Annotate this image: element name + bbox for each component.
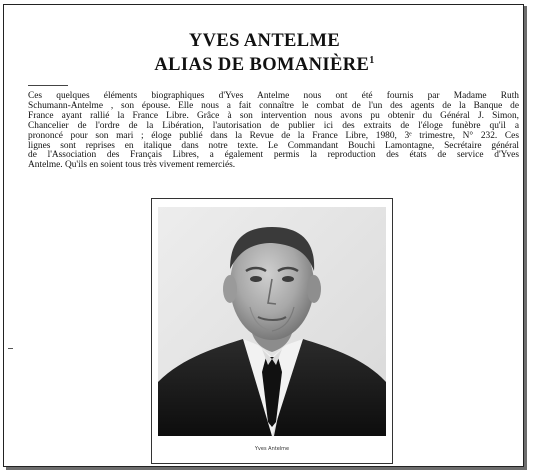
intro-line: lignes sont reprises en italique dans notre texte. Le Commandant Bouchi Lamontagne, Secrétaire général (28, 140, 519, 151)
intro-paragraph (28, 92, 519, 171)
intro-line: Chancelier de l'ordre de la Libération, l'autorisation de publier ici des extraits de l'éloge funèbre qu'il a (28, 120, 519, 131)
intro-line: prononcé pour son mari ; éloge publié dans la Revue de la France Libre, 1980, 3ᵉ trimestre, N° 232. Ces (28, 130, 519, 141)
page-frame (3, 4, 524, 467)
portrait-caption: Yves Antelme (254, 446, 290, 452)
intro-line: Antelme. Qu'ils en soient tous très vivement remerciés. (28, 160, 236, 171)
margin-mark (8, 348, 13, 349)
page-title-line2: ALIAS DE BOMANIÈRE$^1$ (154, 55, 375, 76)
frame-shadow-right (524, 6, 527, 468)
intro-line: Schumann-Antelme , son épouse. Elle nous a fait connaître le combat de l'un des agents de la Banque de (28, 100, 519, 111)
intro-line: de l'Association des Français Libres, a également permis la reproduction des états de service d'Yves (28, 150, 519, 161)
portrait-card (151, 198, 393, 464)
page-title-line1: YVES ANTELME (188, 31, 341, 51)
title-divider (28, 85, 68, 86)
intro-line: France ayant rallié la France Libre. Grâce à son intervention nous avons pu obtenir du Général J. Simon, (28, 110, 519, 121)
portrait-photo (158, 207, 386, 436)
intro-line: Ces quelques éléments biographiques d'Yves Antelme nous ont été fournis par Madame Ruth (28, 91, 519, 101)
frame-shadow-bottom (6, 467, 527, 470)
footnote-marker: 1 (369, 55, 375, 66)
